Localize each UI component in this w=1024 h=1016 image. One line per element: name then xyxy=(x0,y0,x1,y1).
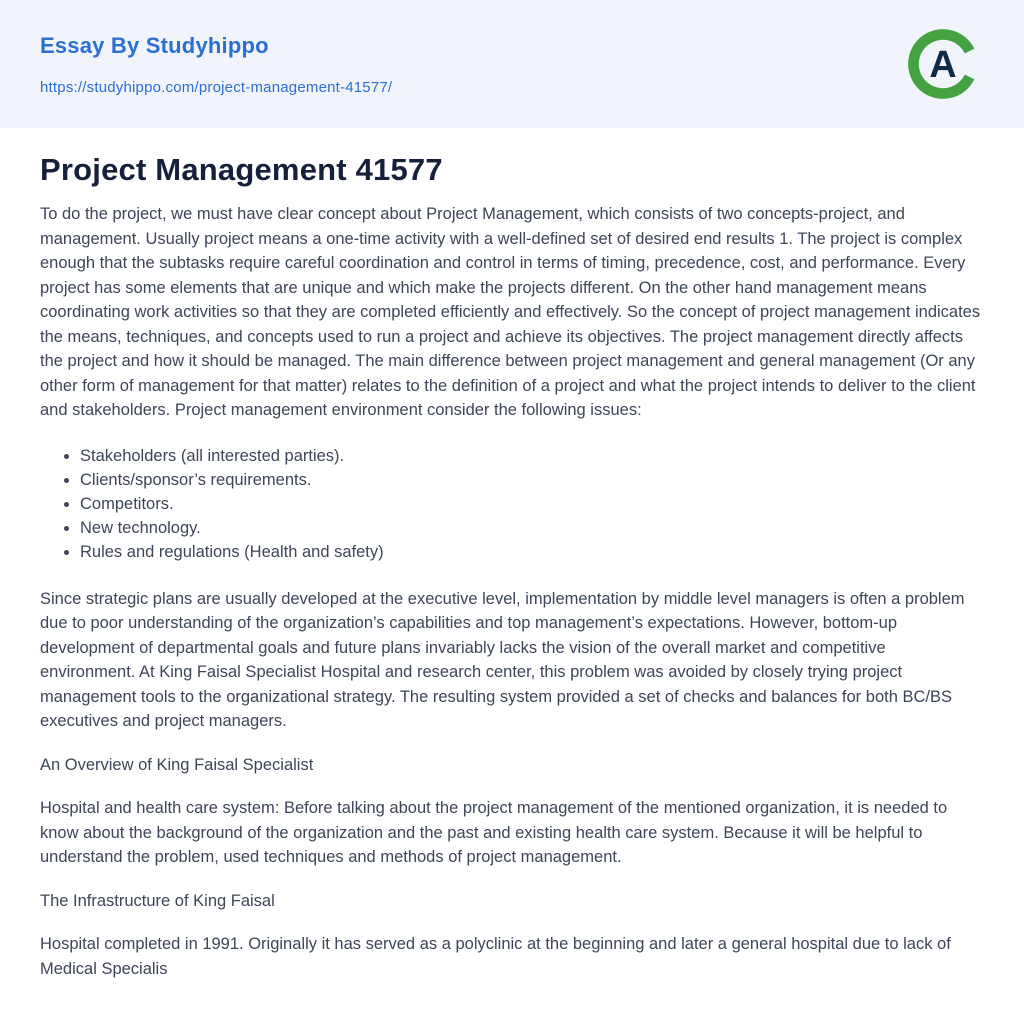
paragraph: An Overview of King Faisal Specialist xyxy=(40,755,314,774)
list-item: • Rules and regulations (Health and safety) xyxy=(80,540,984,564)
site-title: Essay By Studyhippo xyxy=(40,32,269,58)
page-header xyxy=(0,0,1024,128)
studyhippo-logo[interactable] xyxy=(902,23,984,105)
list-item: • Clients/sponsor’s requirements. xyxy=(80,468,984,492)
paragraph: The Infrastructure of King Faisal xyxy=(40,891,275,910)
list-item: • Competitors. xyxy=(80,492,984,516)
list-item: • New technology. xyxy=(80,516,984,540)
issues-list xyxy=(40,444,984,564)
article-title: Project Management 41577 xyxy=(40,152,443,187)
paragraph: Hospital completed in 1991. Originally it has served as a polyclinic at the beginning and later a general hospital due to lack of Medical Specialis xyxy=(40,935,951,978)
paragraph: Since strategic plans are usually developed at the executive level, implementation by middle level managers is often a problem due to poor understanding of the organization’s capabilities and top management’s expectations. However, bottom-up development of departmental goals and future plans invariably lacks the vision of the overall market and competitive environment. At King Faisal Specialist Hospital and research center, this problem was avoided by closely trying project management tools to the organizational strategy. The resulting system provided a set of checks and balances for both BC/BS executives and project managers. xyxy=(40,589,965,730)
header-text-block xyxy=(40,33,392,96)
intro-paragraph: To do the project, we must have clear concept about Project Management, which consists of two concepts-project, and management. Usually project means a one-time activity with a well-defined set of desired end results 1. The project is complex enough that the subtasks require careful coordination and control in terms of timing, precedence, cost, and performance. Every project has some elements that are unique and which make the projects different. On the other hand management means coordinating work activities so that they are completed efficiently and effectively. So the concept of project management indicates the means, techniques, and concepts used to run a project and achieve its objectives. The project management directly affects the project and how it should be managed. The main difference between project management and general management (Or any other form of management for that matter) relates to the definition of a project and what the project intends to deliver to the client and stakeholders. Project management environment consider the following issues: xyxy=(40,205,981,419)
logo-ring-icon xyxy=(902,23,984,105)
list-item: • Stakeholders (all interested parties). xyxy=(80,444,984,468)
article xyxy=(0,128,1024,1016)
paragraph: Hospital and health care system: Before talking about the project management of the mentioned organization, it is needed to know about the background of the organization and the past and existing health care system. Because it will be helpful to understand the problem, used techniques and methods of project management. xyxy=(40,799,948,866)
source-url-link[interactable]: https://studyhippo.com/project-management-41577/ xyxy=(40,78,393,96)
logo-letter: A xyxy=(929,43,957,86)
